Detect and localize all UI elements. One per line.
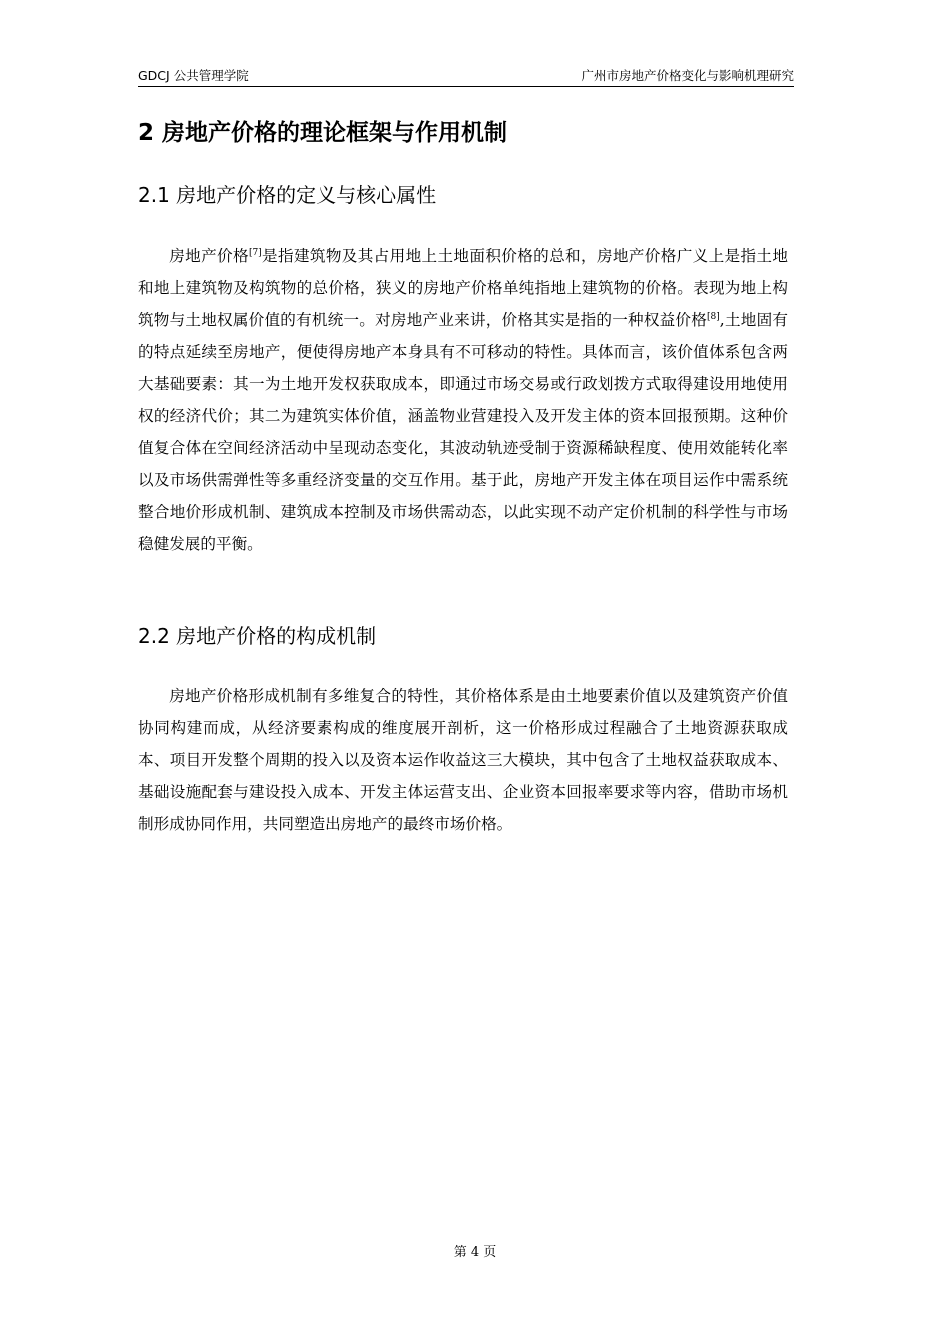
section-title-2-1: 2.1 房地产价格的定义与核心属性 xyxy=(138,183,437,207)
chapter-title: 2 房地产价格的理论框架与作用机制 xyxy=(138,120,508,146)
page-number: 第 4 页 xyxy=(453,1245,497,1260)
paragraph-text: 是指建筑物及其占用地上土地面积价格的总和，房地产价格广义上是指土地和地上建筑物及构筑物的总价格，狭义的房地产价格单纯指地上建筑物的价格。表现为地上构筑物与土地权属价值的有机统一。对房地产业来讲，价格其实是指的一种权益价格 xyxy=(138,247,788,329)
page-header xyxy=(138,68,794,87)
header-institution: GDCJ 公共管理学院 xyxy=(138,68,249,83)
citation-7[interactable]: [7] xyxy=(248,247,262,258)
citation-8[interactable]: [8] xyxy=(707,311,720,322)
paragraph-text: 房地产价格 xyxy=(169,247,249,265)
section-2-1-paragraph xyxy=(138,240,788,560)
paragraph-text: ,土地固有的特点延续至房地产，便使得房地产本身具有不可移动的特性。具体而言，该价值体系包含两大基础要素：其一为土地开发权获取成本，即通过市场交易或行政划拨方式取得建设用地使用权的经济代价；其二为建筑实体价值，涵盖物业营建投入及开发主体的资本回报预期。这种价值复合体在空间经济活动中呈现动态变化，其波动轨迹受制于资源稀缺程度、使用效能转化率以及市场供需弹性等多重经济变量的交互作用。基于此，房地产开发主体在项目运作中需系统整合地价形成机制、建筑成本控制及市场供需动态，以此实现不动产定价机制的科学性与市场稳健发展的平衡。 xyxy=(138,311,788,553)
header-paper-title: 广州市房地产价格变化与影响机理研究 xyxy=(581,68,794,83)
section-2-2-paragraph: 房地产价格形成机制有多维复合的特性，其价格体系是由土地要素价值以及建筑资产价值协同构建而成，从经济要素构成的维度展开剖析，这一价格形成过程融合了土地资源获取成本、项目开发整个周期的投入以及资本运作收益这三大模块，其中包含了土地权益获取成本、基础设施配套与建设投入成本、开发主体运营支出、企业资本回报率要求等内容，借助市场机制形成协同作用，共同塑造出房地产的最终市场价格。 xyxy=(138,687,788,833)
section-title-2-2: 2.2 房地产价格的构成机制 xyxy=(138,624,377,648)
